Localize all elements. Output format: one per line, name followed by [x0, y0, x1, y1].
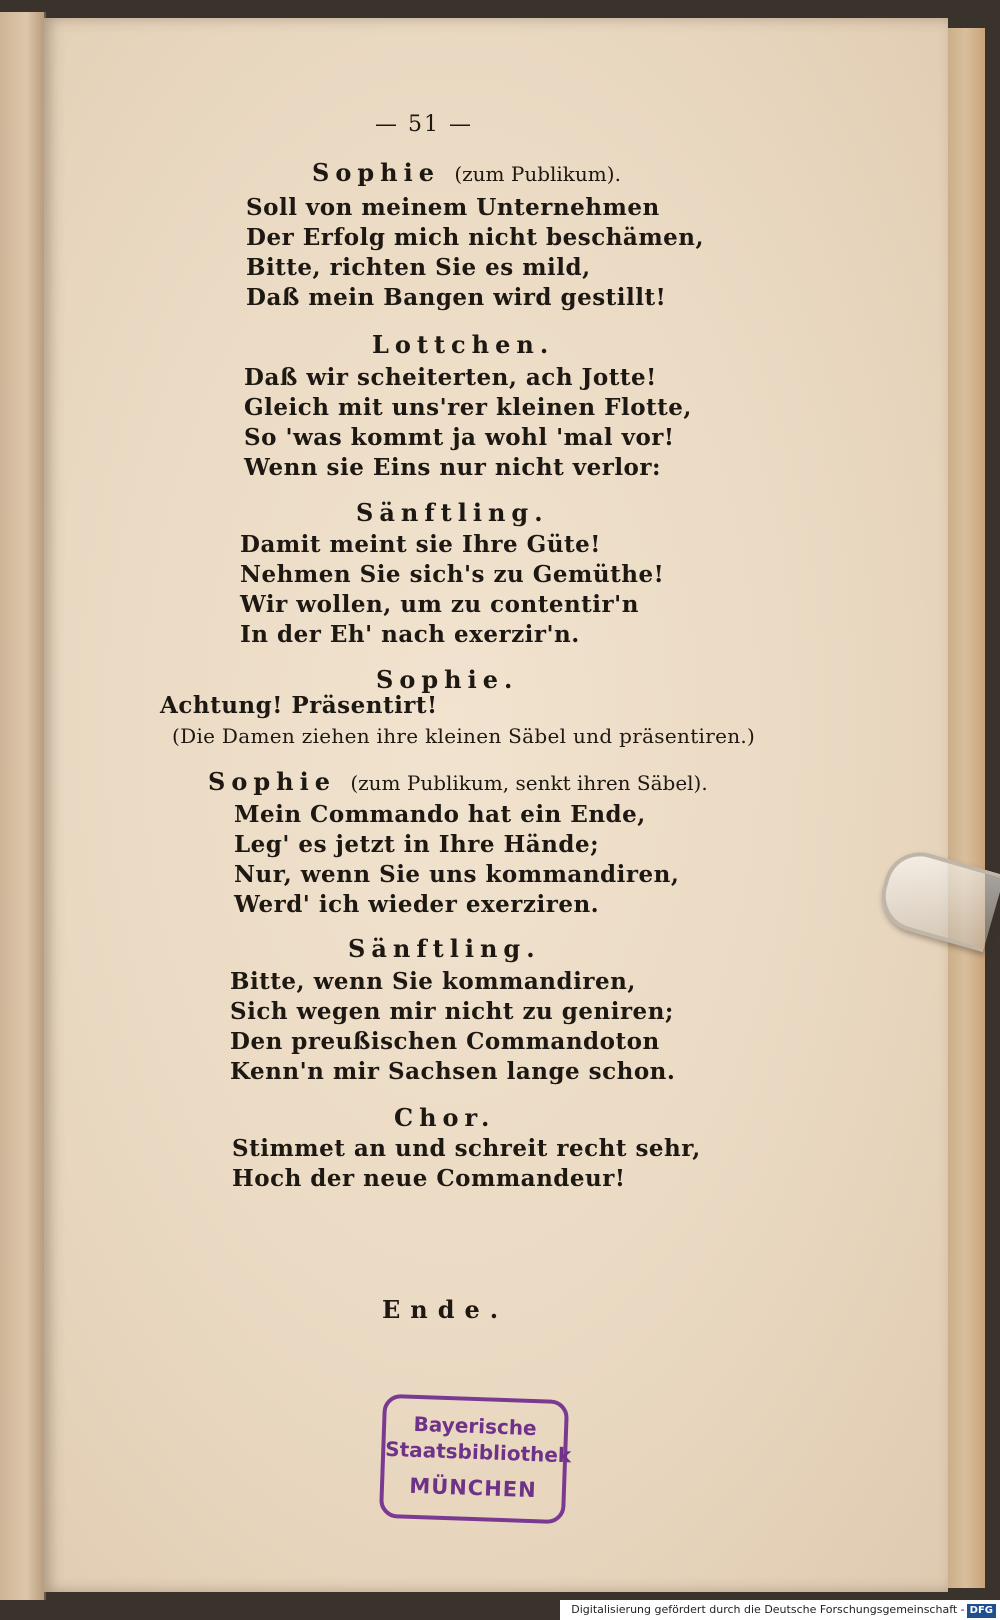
library-stamp: [379, 1394, 572, 1524]
stage-note: (zum Publikum, senkt ihren Säbel).: [350, 771, 708, 795]
speaker-heading: [394, 1103, 495, 1132]
verse: [244, 363, 692, 483]
footer-text: Digitalisierung gefördert durch die Deutsche Forschungsgemeinschaft -: [571, 1603, 965, 1616]
right-page-edge: [944, 28, 985, 1588]
stamp-line: Staatsbibliothek: [384, 1436, 572, 1468]
speaker-name: Sophie.: [376, 665, 519, 694]
speaker-name: Lottchen.: [372, 330, 555, 359]
speaker-heading: [312, 158, 621, 187]
verse: [234, 800, 679, 920]
speaker-heading: [208, 767, 708, 796]
verse-line: Leg' es jetzt in Ihre Hände;: [234, 831, 600, 858]
speaker-heading: [372, 330, 554, 359]
verse-line: Bitte, richten Sie es mild,: [246, 254, 591, 281]
verse: [232, 1134, 701, 1194]
verse-line: Mein Commando hat ein Ende,: [234, 801, 646, 828]
stamp-line: MÜNCHEN: [408, 1473, 538, 1503]
verse-line: Sich wegen mir nicht zu geniren;: [230, 998, 674, 1025]
verse-line: Soll von meinem Unternehmen: [246, 194, 660, 221]
speaker-name: Sophie: [208, 767, 336, 796]
stage-note: (zum Publikum).: [454, 162, 621, 186]
verse-line: Stimmet an und schreit recht sehr,: [232, 1135, 701, 1162]
speaker-name: Sophie: [312, 158, 440, 187]
verse-line: In der Eh' nach exerzir'n.: [240, 621, 580, 648]
verse-line: Damit meint sie Ihre Güte!: [240, 531, 601, 558]
verse-line: So 'was kommt ja wohl 'mal vor!: [244, 424, 675, 451]
verse-line: Daß mein Bangen wird gestillt!: [246, 284, 667, 311]
speaker-heading: [376, 665, 518, 694]
verse: [230, 967, 675, 1087]
verse-line: Werd' ich wieder exerziren.: [234, 891, 600, 918]
verse-line: Wenn sie Eins nur nicht verlor:: [244, 454, 662, 481]
verse: [160, 691, 438, 721]
verse-line: Achtung! Präsentirt!: [160, 692, 438, 719]
verse-line: Hoch der neue Commandeur!: [232, 1165, 626, 1192]
verse: [246, 193, 704, 313]
verse-line: Daß wir scheiterten, ach Jotte!: [244, 364, 657, 391]
speaker-name: Chor.: [394, 1103, 496, 1132]
speaker-heading: [348, 934, 541, 963]
verse-line: Bitte, wenn Sie kommandiren,: [230, 968, 636, 995]
verse-line: Kenn'n mir Sachsen lange schon.: [230, 1058, 676, 1085]
verse: [240, 530, 664, 650]
verse-line: Wir wollen, um zu contentir'n: [240, 591, 639, 618]
speaker-heading: [356, 498, 549, 527]
verse-line: Gleich mit uns'rer kleinen Flotte,: [244, 394, 692, 421]
page-number: — 51 —: [375, 112, 473, 137]
verse-line: Den preußischen Commandoton: [230, 1028, 660, 1055]
verse-line: Der Erfolg mich nicht beschämen,: [246, 224, 705, 251]
verse-line: Nur, wenn Sie uns kommandiren,: [234, 861, 680, 888]
verse-line: Nehmen Sie sich's zu Gemüthe!: [240, 561, 665, 588]
stamp-line: Bayerische: [413, 1411, 538, 1441]
stage-direction: (Die Damen ziehen ihre kleinen Säbel und präsentiren.): [172, 724, 756, 748]
dfg-logo: DFG: [967, 1604, 996, 1618]
left-page-edge: [0, 12, 46, 1600]
speaker-name: Sänftling.: [348, 934, 541, 963]
end-marker: Ende.: [382, 1295, 509, 1324]
digitization-footer: [560, 1600, 1000, 1620]
speaker-name: Sänftling.: [356, 498, 549, 527]
